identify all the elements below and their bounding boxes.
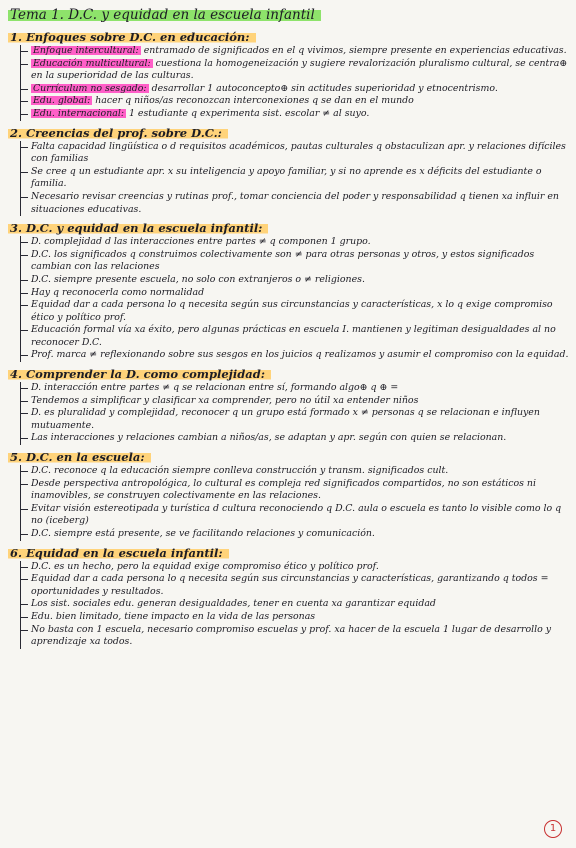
list-item bbox=[27, 324, 570, 349]
section-heading: 4. Comprender la D. como complejidad: bbox=[8, 367, 271, 381]
highlighted-term: Edu. internacional: bbox=[33, 107, 124, 119]
item-text: Tendemos a simplificar y clasificar xa comprender, pero no útil xa entender niños bbox=[31, 394, 419, 406]
section-heading: 3. D.C. y equidad en la escuela infantil: bbox=[8, 221, 268, 235]
item-text: Los sist. sociales edu. generan desigualdades, tener en cuenta xa garantizar equidad bbox=[31, 598, 436, 610]
list-item bbox=[27, 478, 570, 503]
list-item bbox=[27, 191, 570, 216]
list-item bbox=[27, 561, 570, 574]
section-2 bbox=[6, 122, 570, 217]
item-text: D.C. reconoce q la educación siempre conlleva construcción y transm. significados cult. bbox=[31, 465, 449, 477]
item-text: Evitar visión estereotipada y turística d cultura reconociendo q D.C. aula o escuela es tanto lo visible como lo q no (iceberg) bbox=[31, 502, 562, 527]
section-heading: 1. Enfoques sobre D.C. en educación: bbox=[8, 30, 256, 44]
item-text: Edu. bien limitado, tiene impacto en la vida de las personas bbox=[31, 610, 316, 622]
bullet-list bbox=[20, 561, 570, 649]
list-item bbox=[27, 349, 570, 362]
item-text: No basta con 1 escuela, necesario compromiso escuelas y prof. xa hacer de la escuela 1 lugar de desarrollo y aprendizaje xa todos. bbox=[31, 623, 552, 648]
list-item bbox=[27, 503, 570, 528]
list-item bbox=[27, 465, 570, 478]
list-item bbox=[27, 45, 570, 58]
item-text: 1 estudiante q experimenta sist. escolar ≠ al suyo. bbox=[125, 107, 370, 119]
bullet-list bbox=[20, 465, 570, 541]
bullet-list bbox=[20, 141, 570, 217]
item-text: Se cree q un estudiante apr. x su inteligencia y apoyo familiar, y si no aprende es x déficits del estudiante o familia. bbox=[31, 165, 542, 190]
list-item bbox=[27, 274, 570, 287]
list-item bbox=[27, 407, 570, 432]
highlighted-term: Educación multicultural: bbox=[33, 57, 151, 69]
list-item bbox=[27, 108, 570, 121]
page-title: Tema 1. D.C. y equidad en la escuela infantil bbox=[8, 7, 321, 23]
section-heading: 2. Creencias del prof. sobre D.C.: bbox=[8, 126, 228, 140]
item-text: Equidad dar a cada persona lo q necesita según sus circunstancias y características, garantizando q todos = oportunidades y resultados. bbox=[31, 573, 549, 597]
section-5 bbox=[6, 446, 570, 541]
item-text: desarrollar 1 autoconcepto⊕ sin actitudes superioridad y etnocentrismo. bbox=[148, 82, 498, 94]
item-text: Necesario revisar creencias y rutinas prof., tomar conciencia del poder y responsabilidad q tienen xa influir en situaciones educativas. bbox=[31, 190, 559, 215]
item-text: Falta capacidad lingüística o d requisitos académicos, pautas culturales q obstaculizan apr. y relaciones difíciles con familias bbox=[31, 140, 566, 165]
page-number: 1 bbox=[544, 820, 562, 838]
item-text: D. interacción entre partes ≠ q se relacionan entre sí, formando algo⊕ q ⊕ = bbox=[31, 382, 399, 394]
item-text: D. es pluralidad y complejidad, reconocer q un grupo está formado x ≠ personas q se relacionan e influyen mutuamente. bbox=[31, 407, 540, 431]
list-item bbox=[27, 598, 570, 611]
item-text: Equidad dar a cada persona lo q necesita según sus circunstancias y características, x lo q exige compromiso ético y político prof. bbox=[31, 299, 553, 323]
item-text: hacer q niños/as reconozcan interconexiones q se dan en el mundo bbox=[92, 95, 414, 107]
section-3 bbox=[6, 217, 570, 362]
item-text: Educación formal vía xa éxito, pero algunas prácticas en escuela I. mantienen y legitiman desigualdades al no reconocer D.C. bbox=[31, 324, 556, 348]
item-text: D.C. es un hecho, pero la equidad exige compromiso ético y político prof. bbox=[31, 560, 379, 572]
item-text: D.C. los significados q construimos colectivamente son ≠ para otras personas y otros, y estos significados cambian con las relaciones bbox=[31, 248, 535, 273]
section-4 bbox=[6, 363, 570, 445]
bullet-list bbox=[20, 236, 570, 362]
highlighted-term: Currículum no sesgado: bbox=[33, 82, 147, 94]
list-item bbox=[27, 141, 570, 166]
list-item bbox=[27, 299, 570, 324]
list-item bbox=[27, 249, 570, 274]
list-item bbox=[27, 573, 570, 598]
section-6 bbox=[6, 542, 570, 649]
list-item bbox=[27, 236, 570, 249]
item-text: Hay q reconocerla como normalidad bbox=[31, 286, 205, 298]
list-item bbox=[27, 611, 570, 624]
list-item bbox=[27, 395, 570, 408]
item-text: D. complejidad d las interacciones entre partes ≠ q componen 1 grupo. bbox=[31, 236, 371, 248]
section-1 bbox=[6, 26, 570, 121]
section-heading: 6. Equidad en la escuela infantil: bbox=[8, 546, 229, 560]
list-item bbox=[27, 83, 570, 96]
bullet-list bbox=[20, 45, 570, 121]
item-text: Desde perspectiva antropológica, lo cultural es compleja red significados compartidos, no son estáticos ni inamovibles, se construyen colectivamente en las relaciones. bbox=[31, 477, 536, 502]
list-item bbox=[27, 95, 570, 108]
item-text: Las interacciones y relaciones cambian a niños/as, se adaptan y apr. según con quien se relacionan. bbox=[31, 432, 507, 444]
list-item bbox=[27, 166, 570, 191]
item-text: Prof. marca ≠ reflexionando sobre sus sesgos en los juicios q realizamos y asumir el compromiso con la equidad. bbox=[31, 349, 569, 361]
item-text: cuestiona la homogeneización y sugiere revalorización pluralismo cultural, se centra⊕ en la superioridad de las culturas. bbox=[31, 57, 568, 82]
list-item bbox=[27, 528, 570, 541]
bullet-list bbox=[20, 382, 570, 445]
list-item bbox=[27, 432, 570, 445]
item-text: D.C. siempre está presente, se ve facilitando relaciones y comunicación. bbox=[31, 528, 375, 539]
list-item bbox=[27, 287, 570, 300]
list-item bbox=[27, 58, 570, 83]
highlighted-term: Enfoque intercultural: bbox=[33, 45, 139, 56]
sections-container bbox=[6, 26, 570, 649]
list-item bbox=[27, 382, 570, 395]
item-text: D.C. siempre presente escuela, no solo con extranjeros o ≠ religiones. bbox=[31, 273, 365, 285]
highlighted-term: Edu. global: bbox=[33, 95, 91, 107]
section-heading: 5. D.C. en la escuela: bbox=[8, 450, 151, 464]
item-text: entramado de significados en el q vivimos, siempre presente en experiencias educativas. bbox=[140, 45, 567, 56]
list-item bbox=[27, 624, 570, 649]
